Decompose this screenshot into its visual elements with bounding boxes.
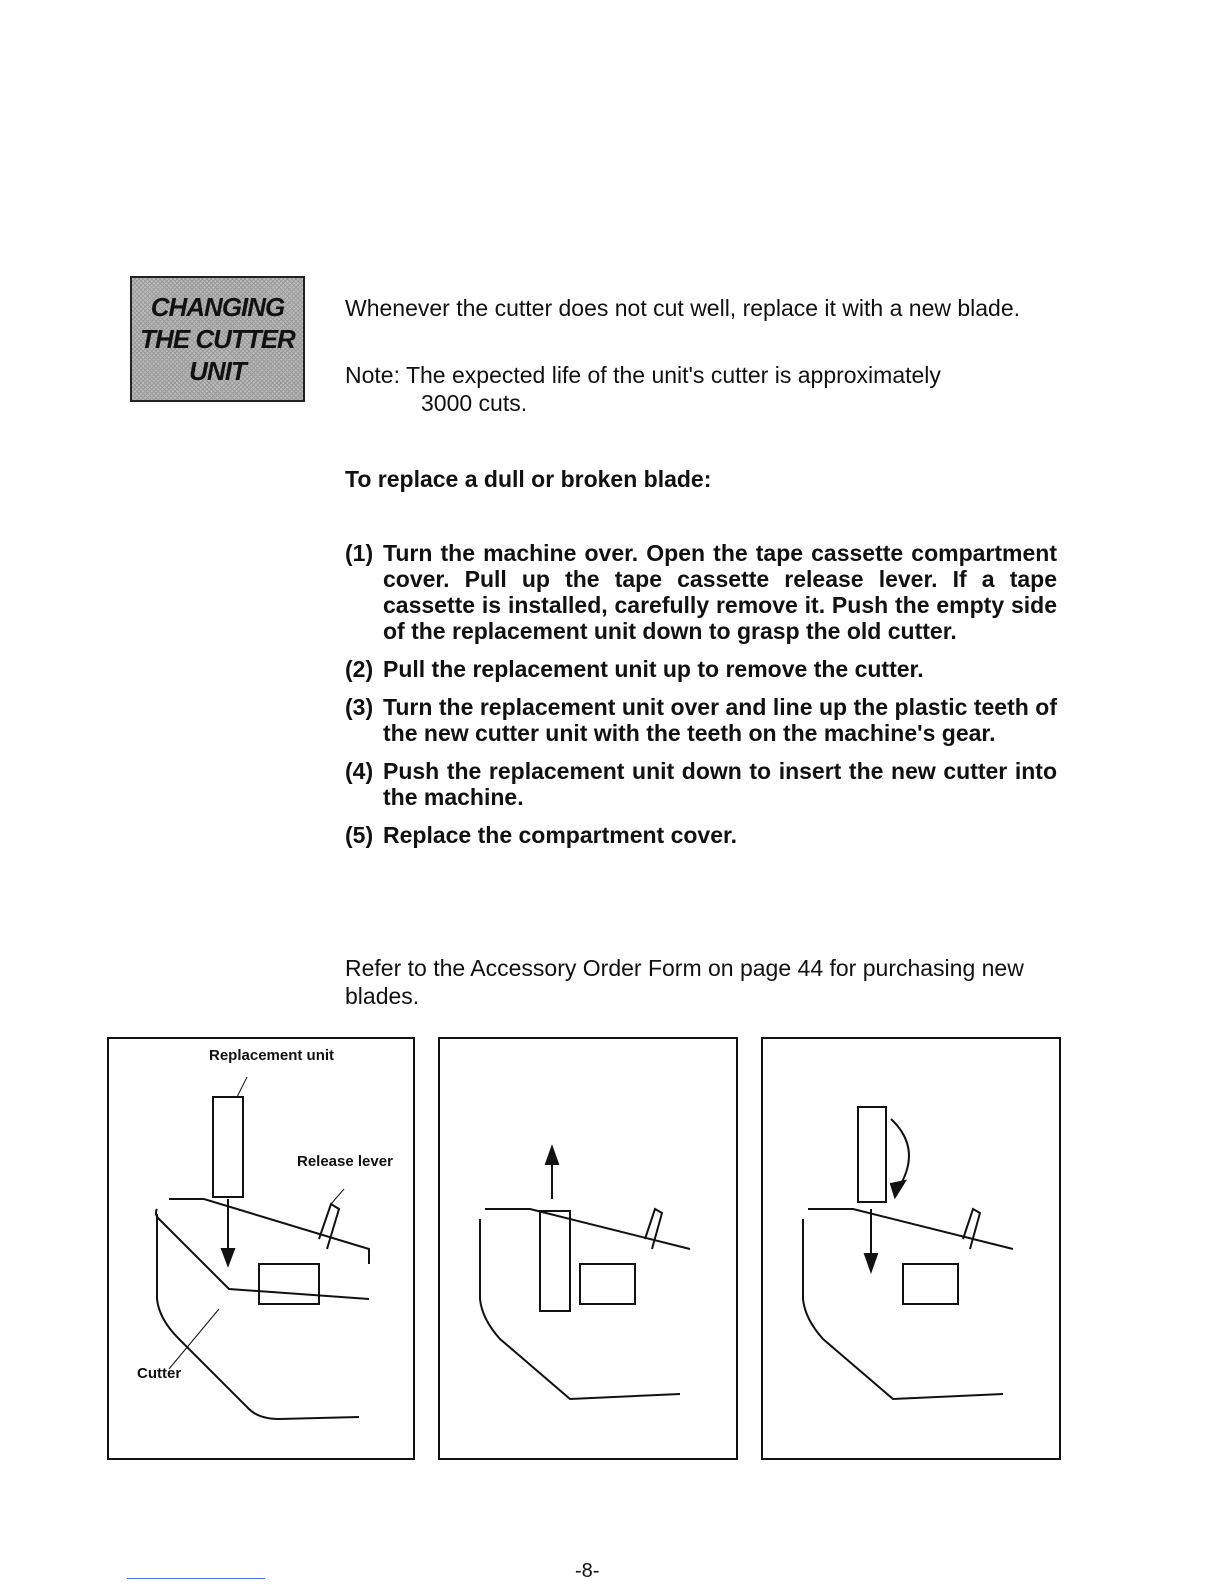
note-text: The expected life of the unit's cutter is approximately [405,362,941,388]
page-number: -8- [575,1560,600,1582]
label-release-lever: Release lever [297,1153,393,1170]
step-text: Turn the machine over. Open the tape cassette compartment cover. Pull up the tape cassette release lever. If a tape cassette is installed, carefully remove it. Push the empty side of the replacement unit down to grasp the old cutter. [383,540,1057,644]
divider-line [127,1578,265,1579]
step-text: Replace the compartment cover. [383,822,738,848]
note [345,361,1057,417]
intro-paragraph: Whenever the cutter does not cut well, replace it with a new blade. [345,295,1021,321]
step-item [345,758,1057,810]
machine-illustration [109,1039,413,1458]
procedure-heading: To replace a dull or broken blade: [345,466,712,492]
section-title-box [130,276,305,402]
figure-insert-new-cutter [761,1037,1061,1460]
steps-list [345,540,1057,860]
step-text: Turn the replacement unit over and line up the plastic teeth of the new cutter unit with the teeth on the machine's gear. [383,694,1057,746]
note-label: Note: [345,362,400,388]
step-number: (3) [345,694,374,720]
step-item [345,656,1057,682]
note-text-cont: 3000 cuts. [421,390,528,416]
step-text: Pull the replacement unit up to remove the cutter. [383,656,924,682]
step-text: Push the replacement unit down to insert the new cutter into the machine. [383,758,1057,810]
step-item [345,694,1057,746]
step-number: (5) [345,822,374,848]
section-title-line: UNIT [189,356,246,386]
label-cutter: Cutter [137,1365,182,1382]
machine-illustration [440,1039,736,1458]
label-replacement-unit: Replacement unit [209,1047,335,1064]
step-number: (1) [345,540,374,566]
step-number: (4) [345,758,374,784]
step-number: (2) [345,656,374,682]
section-title-line: CHANGING [150,292,285,322]
machine-illustration [763,1039,1059,1458]
section-title-line: THE CUTTER [140,324,295,354]
step-item [345,822,1057,848]
refer-paragraph: Refer to the Accessory Order Form on page 44 for purchasing new blades. [345,955,1024,1009]
figure-pull-up-unit [438,1037,738,1460]
step-item [345,540,1057,644]
figure-remove-cutter [107,1037,415,1460]
